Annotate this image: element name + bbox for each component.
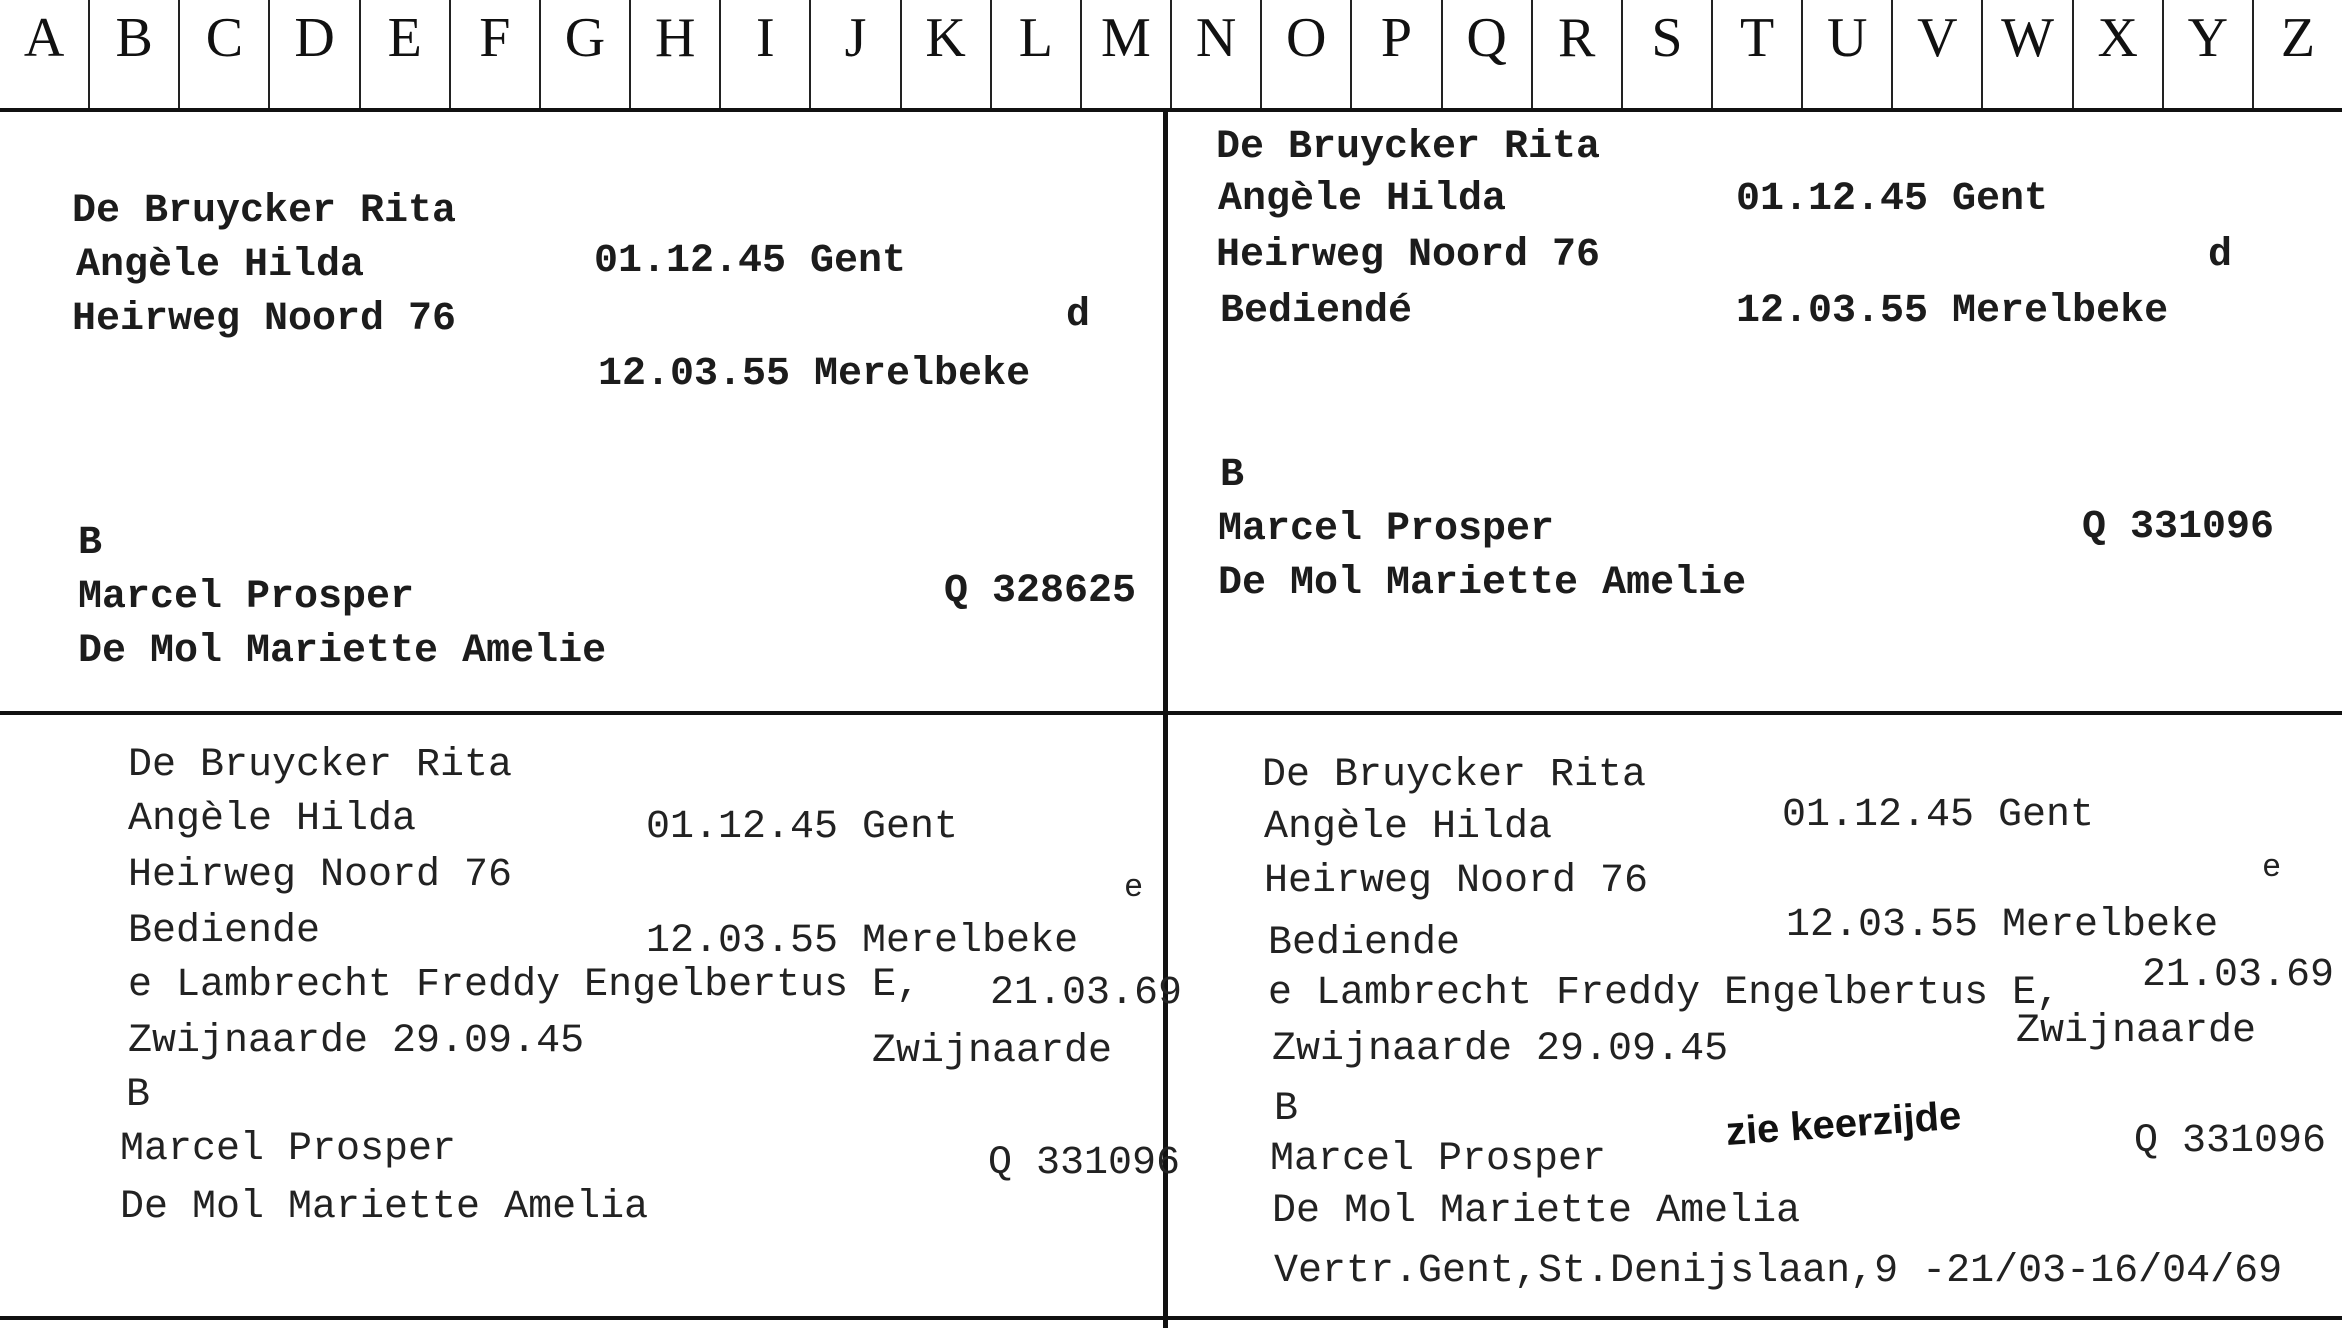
surname: De Bruycker Rita (72, 189, 457, 234)
birth-date-place: 01.12.45 Gent (1782, 793, 2095, 838)
index-letter-f: F (451, 0, 541, 108)
marriage-date: 21.03.69 (2142, 953, 2335, 998)
index-letter-z: Z (2280, 7, 2316, 69)
index-letter-e: E (361, 0, 451, 108)
mother-name: De Mol Mariette Amelia (1272, 1189, 1801, 1234)
index-letter-b: B (90, 0, 180, 108)
father-name: Marcel Prosper (78, 575, 415, 620)
index-letter-y: Y (2164, 0, 2254, 108)
index-letter-s: S (1623, 0, 1713, 108)
index-letter-o: O (1262, 0, 1352, 108)
index-letter-r: R (1533, 0, 1623, 108)
given-names: Angèle Hilda (1264, 805, 1553, 850)
register-letter: B (1220, 453, 1245, 498)
father-name: Marcel Prosper (1218, 507, 1555, 552)
index-letter-x: X (2074, 0, 2164, 108)
spouse-birth: Zwijnaarde 29.09.45 (1272, 1027, 1729, 1072)
given-names: Angèle Hilda (1218, 177, 1507, 222)
residence: Zwijnaarde (872, 1029, 1113, 1074)
bottom-divider (0, 1316, 2342, 1320)
spouse-name: e Lambrecht Freddy Engelbertus E, (128, 963, 921, 1008)
mother-name: De Mol Mariette Amelie (78, 629, 607, 674)
index-letter-t: T (1713, 0, 1803, 108)
status-mark: e (2262, 849, 2282, 886)
register-letter: B (78, 521, 103, 566)
move-date-place: 12.03.55 Merelbeke (1736, 289, 2169, 334)
status-mark: d (1066, 293, 1091, 338)
index-letter-h: H (631, 0, 721, 108)
surname: De Bruycker Rita (1216, 125, 1601, 170)
record-number: Q 331096 (2082, 505, 2275, 550)
address: Heirweg Noord 76 (128, 853, 513, 898)
occupation: Bediende (1268, 921, 1461, 966)
marriage-date: 21.03.69 (990, 971, 1183, 1016)
move-date-place: 12.03.55 Merelbeke (1786, 903, 2219, 948)
birth-date-place: 01.12.45 Gent (1736, 177, 2049, 222)
index-letter-q: Q (1443, 0, 1533, 108)
index-letter-g: G (541, 0, 631, 108)
residence: Zwijnaarde (2016, 1009, 2257, 1054)
move-date-place: 12.03.55 Merelbeke (598, 352, 1031, 397)
father-name: Marcel Prosper (120, 1127, 457, 1172)
index-letter-a: A (0, 0, 90, 108)
index-letter-l: L (992, 0, 1082, 108)
index-letter-i: I (721, 0, 811, 108)
occupation: Bediendé (1220, 289, 1413, 334)
given-names: Angèle Hilda (128, 797, 417, 842)
index-letter-u: U (1803, 0, 1893, 108)
given-names: Angèle Hilda (76, 243, 365, 288)
index-letter-w: W (1983, 0, 2073, 108)
index-letter-d: D (270, 0, 360, 108)
index-letter-v: V (1893, 0, 1983, 108)
occupation: Bediende (128, 909, 321, 954)
index-letter-c: C (180, 0, 270, 108)
index-letter-p: P (1352, 0, 1442, 108)
birth-date-place: 01.12.45 Gent (646, 805, 959, 850)
status-mark: d (2208, 233, 2233, 278)
index-letter-k: K (902, 0, 992, 108)
mother-name: De Mol Mariette Amelie (1218, 561, 1747, 606)
record-number: Q 328625 (944, 569, 1137, 614)
spouse-name: e Lambrecht Freddy Engelbertus E, (1268, 971, 2061, 1016)
index-letter-j: J (811, 0, 901, 108)
status-mark: e (1124, 869, 1144, 906)
horizontal-divider (0, 711, 2342, 715)
surname: De Bruycker Rita (1262, 753, 1647, 798)
birth-date-place: 01.12.45 Gent (594, 239, 907, 284)
index-letter-m: M (1082, 0, 1172, 108)
register-letter: B (1274, 1087, 1299, 1132)
spouse-birth: Zwijnaarde 29.09.45 (128, 1019, 585, 1064)
address: Heirweg Noord 76 (1264, 859, 1649, 904)
record-number: Q 331096 (2134, 1119, 2327, 1164)
index-letter-n: N (1172, 0, 1262, 108)
move-date-place: 12.03.55 Merelbeke (646, 919, 1079, 964)
alphabet-index (0, 0, 2342, 112)
departure-note: Vertr.Gent,St.Denijslaan,9 -21/03-16/04/69 (1274, 1249, 2283, 1294)
address: Heirweg Noord 76 (1216, 233, 1601, 278)
register-letter: B (126, 1073, 151, 1118)
stamp-see-reverse: zie keerzijde (1724, 1093, 1963, 1154)
surname: De Bruycker Rita (128, 743, 513, 788)
father-name: Marcel Prosper (1270, 1137, 1607, 1182)
record-number: Q 331096 (988, 1141, 1181, 1186)
mother-name: De Mol Mariette Amelia (120, 1185, 649, 1230)
address: Heirweg Noord 76 (72, 297, 457, 342)
